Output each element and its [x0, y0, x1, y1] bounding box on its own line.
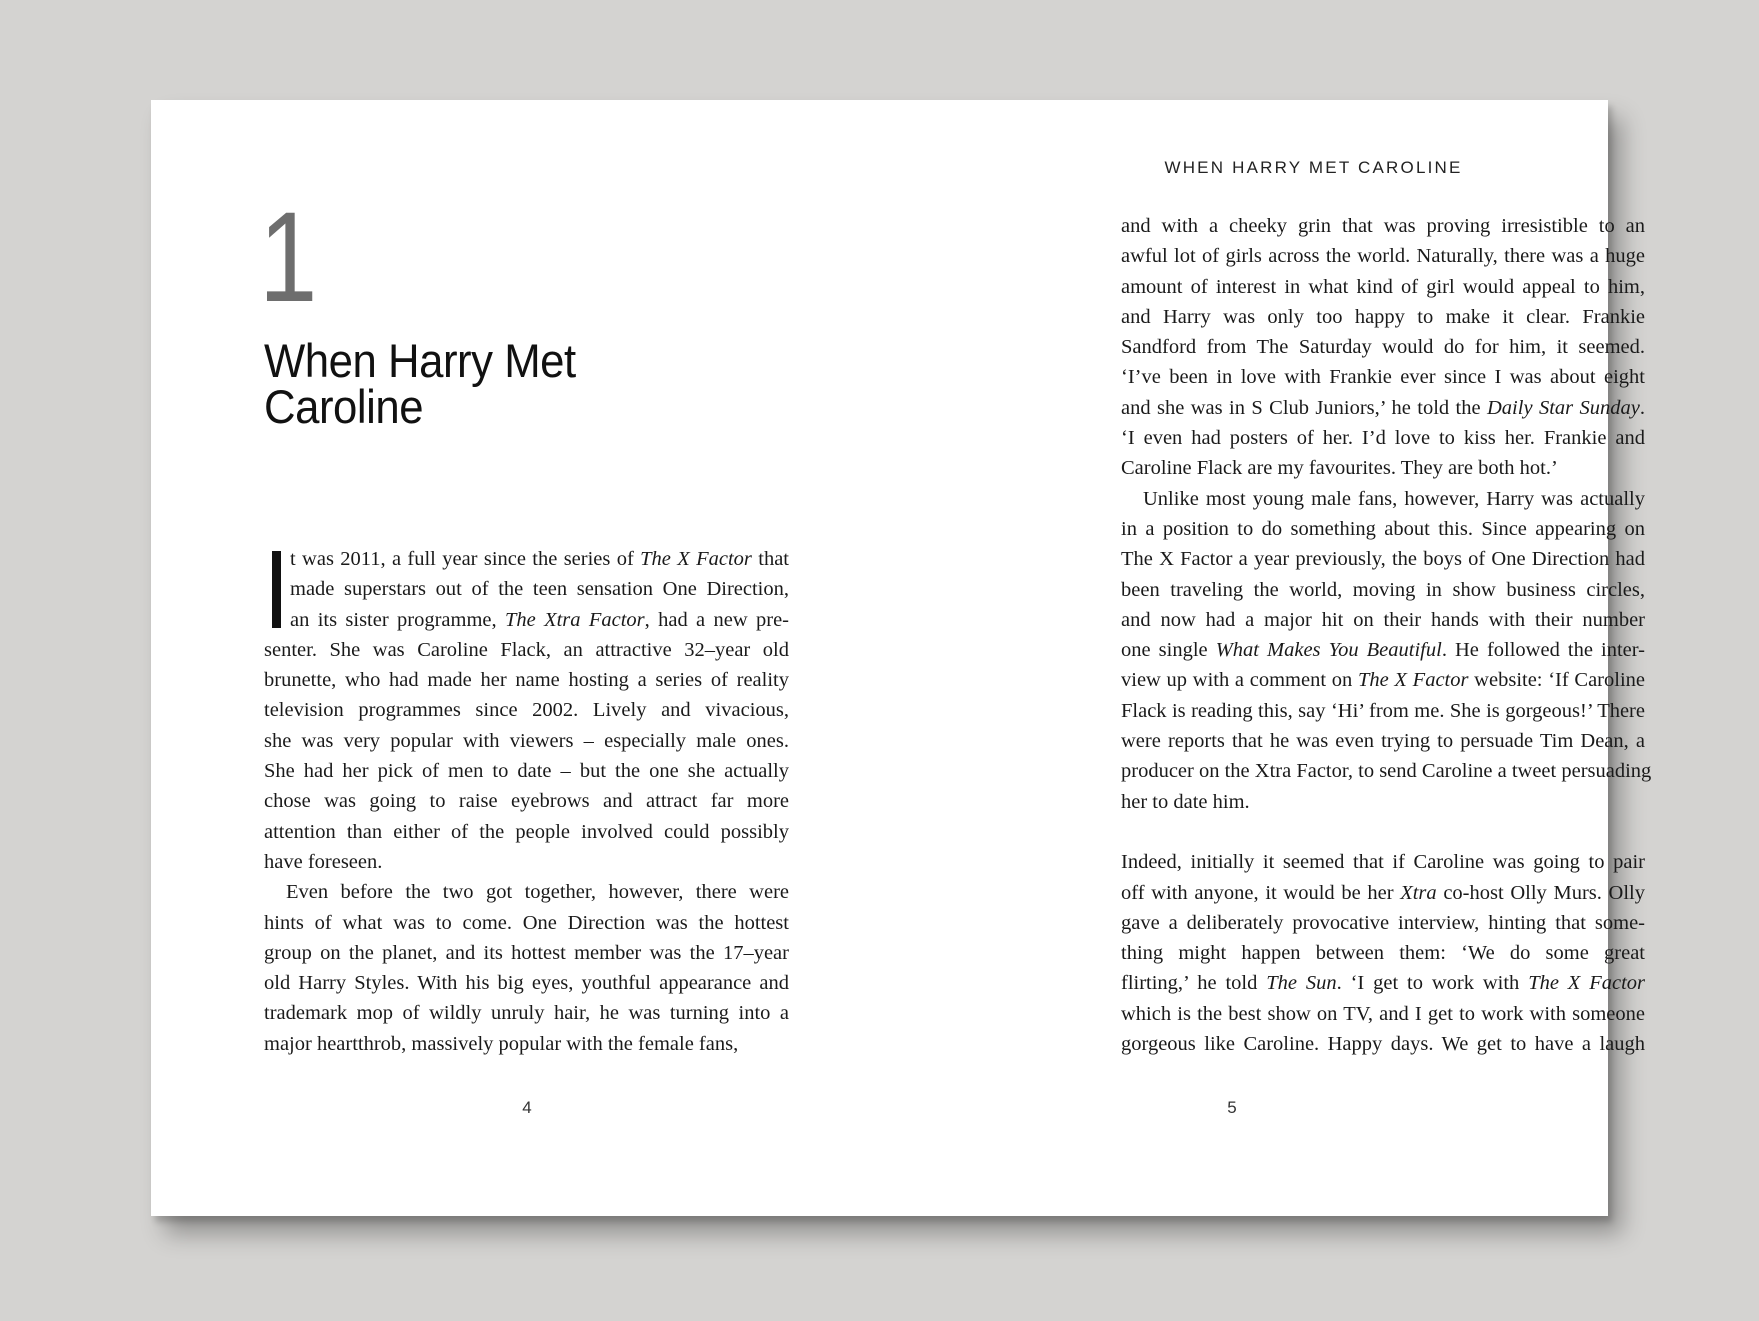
paragraph-break	[1121, 817, 1645, 847]
text-line: one single What Makes You Beautiful. He followed the inter-	[1121, 639, 1645, 662]
text-line: producer on the Xtra Factor, to send Caroline a tweet persuading	[1121, 760, 1652, 783]
text-line: hints of what was to come. One Direction was the hottest	[264, 911, 789, 934]
text-line: gorgeous like Caroline. Happy days. We get to have a laugh	[1121, 1033, 1645, 1056]
text-line: Even before the two got together, however, there were	[286, 881, 789, 904]
text-line: old Harry Styles. With his big eyes, youthful appearance and	[264, 972, 789, 995]
text-line: an its sister programme, The Xtra Factor, had a new pre-	[290, 608, 789, 631]
text-line: brunette, who had made her name hosting a series of reality	[264, 669, 789, 692]
right-body-text	[1121, 211, 1652, 1059]
text-line: have foreseen.	[264, 850, 383, 873]
text-line: and Harry was only too happy to make it clear. Frankie	[1121, 305, 1645, 328]
drop-cap-i	[272, 551, 281, 628]
text-line: group on the planet, and its hottest member was the 17–year	[264, 941, 789, 964]
left-paragraph-1	[264, 544, 789, 877]
text-line: trademark mop of wildly unruly hair, he was turning into a	[264, 1002, 789, 1025]
chapter-number: 1	[259, 186, 316, 329]
left-body-text	[264, 544, 789, 1059]
page-number-right: 5	[1227, 1098, 1237, 1117]
text-line: view up with a comment on The X Factor website: ‘If Caroline	[1121, 669, 1645, 692]
text-line: attention than either of the people involved could possibly	[264, 820, 789, 843]
text-line: ‘I even had posters of her. I’d love to kiss her. Frankie and	[1121, 427, 1645, 450]
text-line: and with a cheeky grin that was proving irresistible to an	[1121, 215, 1645, 237]
chapter-title	[264, 334, 655, 433]
text-line: been traveling the world, moving in show business circles,	[1121, 578, 1645, 601]
text-line: Indeed, initially it seemed that if Caroline was going to pair	[1121, 851, 1645, 874]
text-line: flirting,’ he told The Sun. ‘I get to work with The X Factor	[1121, 972, 1645, 995]
text-line: and she was in S Club Juniors,’ he told the Daily Star Sunday.	[1121, 396, 1645, 419]
right-paragraph-3	[1121, 847, 1645, 1059]
left-page	[151, 100, 879, 1216]
text-line: senter. She was Caroline Flack, an attractive 32–year old	[264, 638, 789, 661]
text-line: major heartthrob, massively popular with the female fans,	[264, 1032, 739, 1055]
text-line: amount of interest in what kind of girl would appeal to him,	[1121, 275, 1645, 298]
text-line: she was very popular with viewers – especially male ones.	[264, 729, 789, 752]
text-line: television programmes since 2002. Lively and vivacious,	[264, 699, 789, 722]
text-line: thing might happen between them: ‘We do some great	[1121, 942, 1645, 965]
text-line: which is the best show on TV, and I get to work with someone	[1121, 1002, 1645, 1025]
right-page	[879, 100, 1652, 1216]
text-line: Unlike most young male fans, however, Harry was actually	[1143, 487, 1645, 510]
text-line: awful lot of girls across the world. Naturally, there was a huge	[1121, 245, 1645, 268]
text-line: Flack is reading this, say ‘Hi’ from me. She is gorgeous!’ There	[1121, 699, 1645, 722]
text-line: her to date him.	[1121, 790, 1250, 813]
text-line: and now had a major hit on their hands with their number	[1121, 608, 1645, 631]
left-paragraph-2	[264, 877, 789, 1059]
text-line: off with anyone, it would be her Xtra co-host Olly Murs. Olly	[1121, 881, 1646, 904]
text-line: She had her pick of men to date – but the one she actually	[264, 760, 789, 783]
text-line: t was 2011, a full year since the series of The X Factor that	[290, 548, 789, 570]
text-line: were reports that he was even trying to persuade Tim Dean, a	[1121, 730, 1645, 753]
text-line: chose was going to raise eyebrows and attract far more	[264, 790, 789, 813]
text-line: Sandford from The Saturday would do for him, it seemed.	[1121, 336, 1645, 359]
text-line: gave a deliberately provocative interview, hinting that some-	[1121, 911, 1645, 934]
chapter-title-line-1: When Harry Met	[264, 334, 576, 387]
text-line: The X Factor a year previously, the boys of One Direction had	[1121, 548, 1645, 571]
text-line: Caroline Flack are my favourites. They are both hot.’	[1121, 457, 1558, 480]
text-line: made superstars out of the teen sensation One Direction,	[290, 578, 789, 601]
book-spread	[151, 100, 1652, 1216]
text-line: ‘I’ve been in love with Frankie ever since I was about eight	[1121, 366, 1645, 389]
chapter-title-line-2: Caroline	[264, 380, 424, 433]
right-paragraph-1	[1121, 211, 1645, 484]
page-number-left: 4	[522, 1098, 532, 1117]
running-head: WHEN HARRY MET CAROLINE	[1164, 158, 1463, 177]
text-line: in a position to do something about this. Since appearing on	[1121, 517, 1645, 540]
right-paragraph-2	[1121, 484, 1652, 817]
